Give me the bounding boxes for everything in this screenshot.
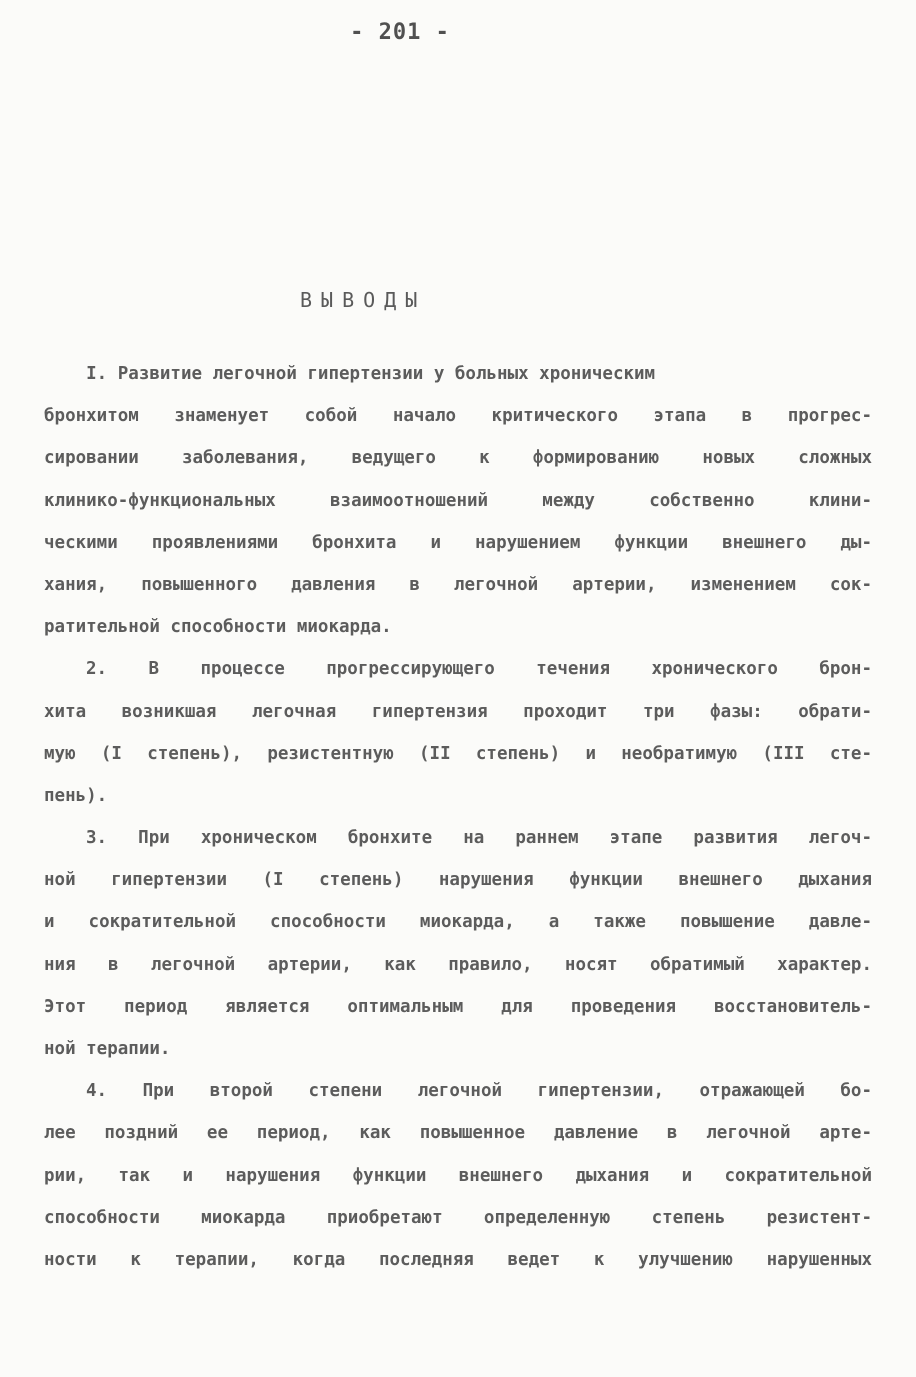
text-line: и сократительной способности миокарда, а также повышение давле- [44,912,872,933]
text-line: ческими проявлениями бронхита и нарушением функции внешнего ды- [44,532,872,553]
text-line: способности миокарда приобретают определенную степень резистент- [44,1207,872,1228]
text-line: I. Развитие легочной гипертензии у больных хроническим [44,364,656,384]
text-line: ности к терапии, когда последняя ведет к улучшению нарушенных [44,1249,872,1270]
text-line: 2. В процессе прогрессирующего течения хронического брон- [86,659,872,680]
text-line: бронхитом знаменует собой начало критического этапа в прогрес- [44,406,872,427]
text-line: ной гипертензии (I степень) нарушения функции внешнего дыхания [44,870,872,891]
text-line: сировании заболевания, ведущего к формированию новых сложных [44,448,872,469]
text-line: рии, так и нарушения функции внешнего дыхания и сократительной [44,1165,872,1186]
text-line: 4. При второй степени легочной гипертензии, отражающей бо- [86,1081,872,1102]
text-line: ратительной способности миокарда. [44,617,392,638]
conclusions-body [44,353,872,1281]
text-line: хита возникшая легочная гипертензия проходит три фазы: обрати- [44,701,872,722]
text-line: ния в легочной артерии, как правило, носят обратимый характер. [44,954,872,975]
text-line: мую (I степень), резистентную (II степень) и необратимую (III сте- [44,743,872,764]
text-line: лее поздний ее период, как повышенное давление в легочной арте- [44,1123,872,1144]
text-line: Этот период является оптимальным для проведения восстановитель- [44,996,872,1017]
text-line: пень). [44,785,108,806]
section-title: ВЫВОДЫ [300,288,427,312]
text-line: клинико-функциональных взаимоотношений между собственно клини- [44,490,872,511]
page-number: - 201 - [350,20,450,45]
text-line: хания, повышенного давления в легочной артерии, изменением сок- [44,574,872,595]
text-line: ной терапии. [44,1039,171,1059]
text-line: 3. При хроническом бронхите на раннем этапе развития легоч- [86,828,872,849]
